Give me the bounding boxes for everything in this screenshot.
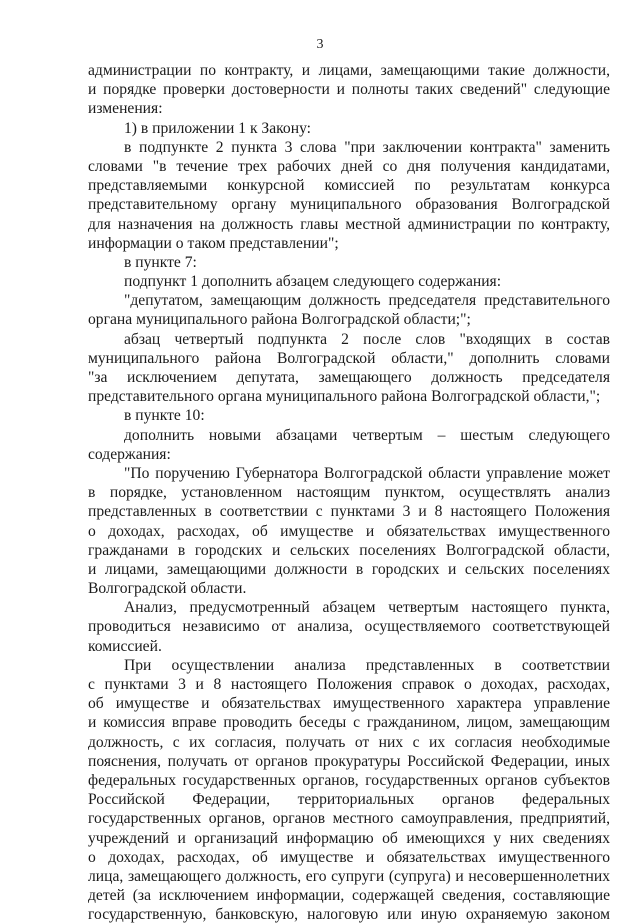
text-line: дополнить новыми абзацами четвертым – шестым следующего (124, 426, 610, 444)
text-line: При осуществлении анализа представленных в соответствии (124, 656, 610, 674)
text-line: органа муниципального района Волгоградской области;"; (88, 311, 471, 329)
text-line: о доходах, расходах, об имуществе и обязательствах имущественного (88, 522, 610, 540)
text-line: информации о таком представлении"; (88, 234, 339, 252)
text-line: учреждений и организаций информацию об имеющихся у них сведениях (88, 829, 610, 847)
text-line: муниципального района Волгоградской области," дополнить словами (88, 349, 610, 367)
text-line: с пунктами 3 и 8 настоящего Положения справок о доходах, расходах, (88, 676, 610, 693)
page-number: 3 (316, 37, 324, 52)
text-line: "депутатом, замещающим должность председателя представительного (124, 292, 610, 310)
text-line: представительному органу муниципального образования Волгоградской (88, 196, 610, 214)
text-line: подпункт 1 дополнить абзацем следующего содержания: (124, 273, 502, 291)
text-line: проводиться независимо от анализа, осуществляемого соответствующей (88, 618, 610, 636)
text-line: в подпункте 2 пункта 3 слова "при заключении контракта" заменить (124, 138, 610, 156)
text-line: "По поручению Губернатора Волгоградской области управление может (124, 464, 610, 482)
text-line: в пункте 10: (124, 407, 205, 425)
text-line: о доходах, расходах, об имуществе и обязательствах имущественного (88, 848, 610, 866)
text-line: пояснения, получать от органов прокуратуры Российской Федерации, иных (88, 752, 610, 770)
text-line: детей (за исключением информации, содержащей сведения, составляющие (88, 887, 610, 905)
text-line: гражданами в городских и сельских поселениях Волгоградской области, (88, 541, 610, 559)
text-line: Волгоградской области. (88, 580, 247, 598)
document-body (88, 61, 610, 924)
text-line: Российской Федерации, территориальных органов федеральных (88, 791, 610, 809)
text-line: должность, с их согласия, получать от них с их согласия необходимые (88, 733, 610, 751)
text-line: комиссией. (88, 637, 162, 655)
text-line: в пункте 7: (124, 253, 197, 271)
text-line: Анализ, предусмотренный абзацем четвертым настоящего пункта, (124, 599, 610, 617)
text-line: представляемыми конкурсной комиссией по результатам конкурса (88, 177, 610, 195)
text-line: изменения: (88, 100, 163, 118)
text-line: и комиссия вправе проводить беседы с гражданином, лицом, замещающим (88, 714, 610, 732)
text-line: лица, замещающего должность, его супруги (супруга) и несовершеннолетних (88, 867, 610, 885)
text-line: 1) в приложении 1 к Закону: (124, 119, 312, 137)
text-line: для назначения на должность главы местной администрации по контракту, (88, 215, 610, 233)
text-line: государственную, банковскую, налоговую или иную охраняемую законом (88, 906, 610, 924)
text-line: и порядке проверки достоверности и полноты таких сведений" следующие (88, 81, 610, 99)
text-line: об имуществе и обязательствах имущественного характера управление (88, 695, 610, 713)
text-line: администрации по контракту, и лицами, замещающими такие должности, (88, 62, 610, 79)
text-line: федеральных государственных органов, государственных органов субъектов (88, 771, 610, 789)
text-line: содержания: (88, 445, 171, 463)
text-line: и лицами, замещающими должности в городских и сельских поселениях (88, 560, 610, 578)
text-line: "за исключением депутата, замещающего должность председателя (88, 369, 610, 386)
text-line: представительного органа муниципального района Волгоградской области,"; (88, 388, 601, 406)
text-line: государственных органов, органов местного самоуправления, предприятий, (88, 810, 610, 828)
text-line: в порядке, установленном настоящим пунктом, осуществлять анализ (88, 484, 610, 502)
text-line: абзац четвертый подпункта 2 после слов "входящих в состав (124, 330, 610, 348)
text-line: словами "в течение трех рабочих дней со дня получения кандидатами, (88, 157, 610, 175)
text-line: представленных в соответствии с пунктами 3 и 8 настоящего Положения (88, 503, 610, 521)
